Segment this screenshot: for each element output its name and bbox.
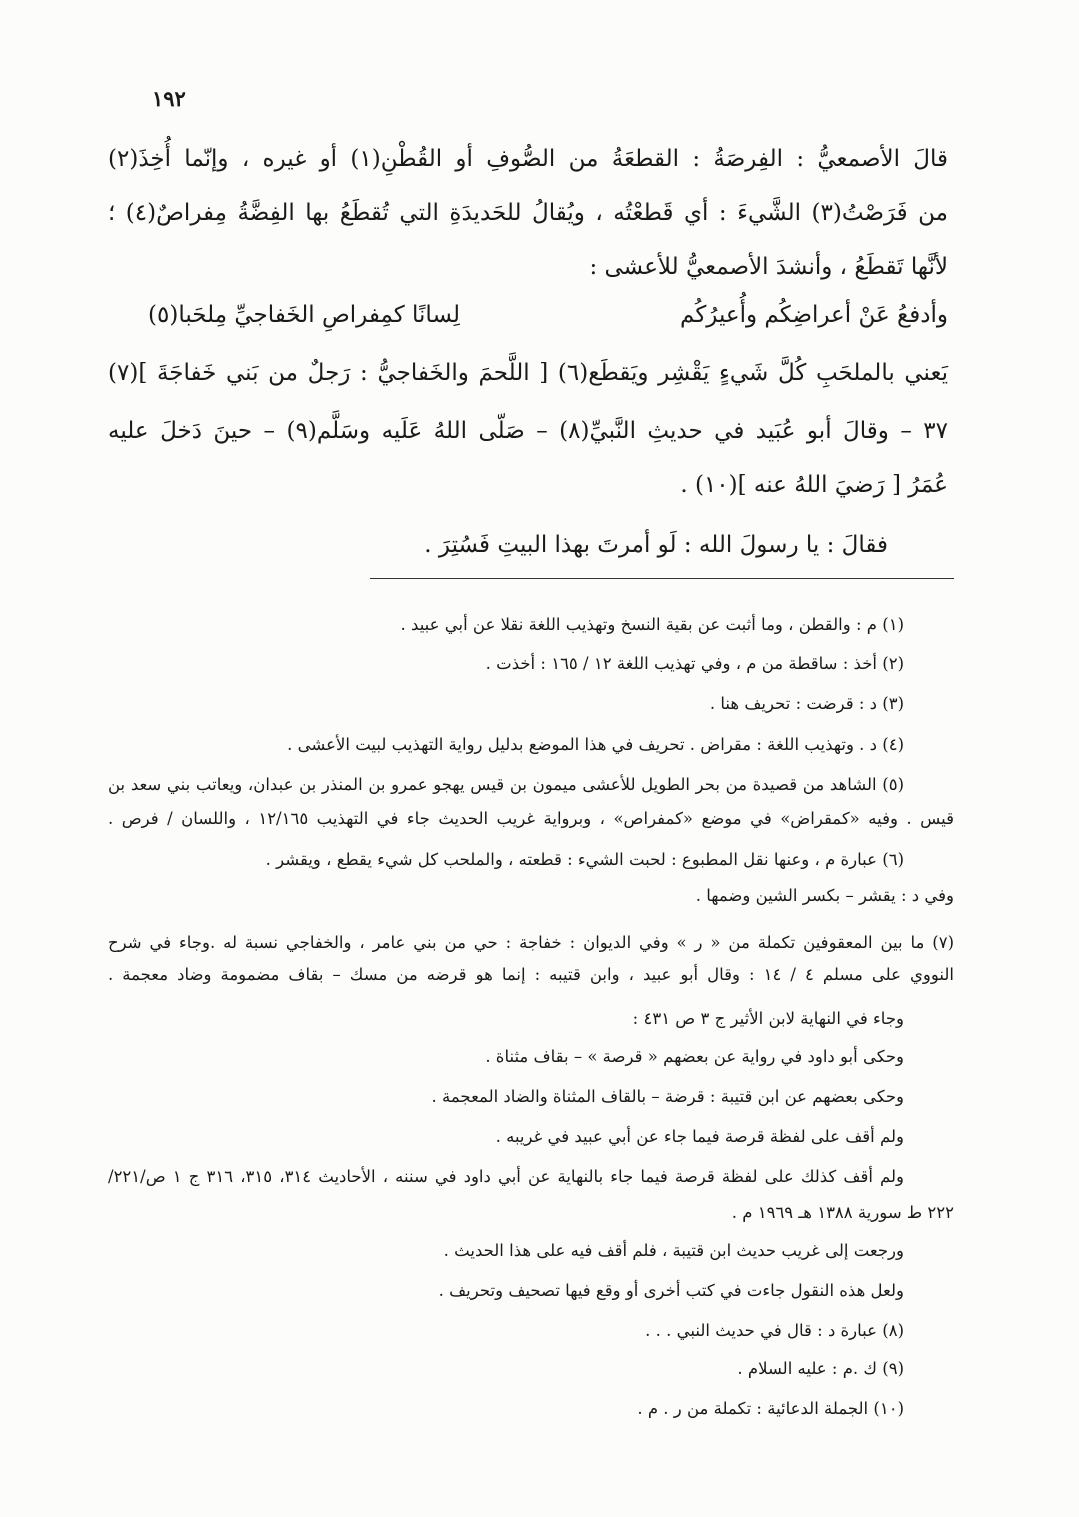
footnote: (٨) عبارة د : قال في حديث النبي . . . [645, 1321, 904, 1340]
footnote: (٣) د : قرضت : تحريف هنا . [709, 694, 904, 713]
footnote: قيس . وفيه «كمقراض» في موضع «كمفراص» ، وبرواية غريب الحديث جاء في التهذيب ١٢/١٦٥ ، واللسان / فرص . [108, 809, 955, 828]
main-line: يَعني بالملحَبِ كُلَّ شَيءٍ يَقْشِر ويَقطَع(٦) [ اللَّحمَ والخَفاجيُّ : رَجلٌ من بَني خَفاجَةَ ](٧) [108, 360, 948, 386]
main-line: فقالَ : يا رسولَ الله : لَو أمرتَ بهذا البيتِ فَسُتِرَ . [424, 532, 888, 558]
footnote: (٩) ك .م : عليه السلام . [737, 1359, 904, 1378]
footnote: وفي د : يقشر – بكسر الشين وضمها . [695, 886, 954, 905]
footnote: وجاء في النهاية لابن الأثير ج ٣ ص ٤٣١ : [632, 1009, 904, 1028]
main-line: قالَ الأصمعيُّ : الفِرصَةُ : القطعَةُ من الصُّوفِ أو القُطْنِ(١) أو غيره ، وإنّما أُخِذَ(٢) [108, 146, 949, 172]
footnote: ورجعت إلى غريب حديث ابن قتيبة ، فلم أقف فيه على هذا الحديث . [443, 1241, 904, 1260]
verse-first-hemistich: وأدفعُ عَنْ أعراضِكُم وأُعيرُكُم [680, 302, 948, 328]
footnote: (١٠) الجملة الدعائية : تكملة من ر . م . [637, 1399, 904, 1418]
footnote: (٦) عبارة م ، وعنها نقل المطبوع : لحبت الشيء : قطعته ، والملحب كل شيء يقطع ، ويقشر . [265, 850, 904, 869]
footnote: (٤) د . وتهذيب اللغة : مقراض . تحريف في هذا الموضع بدليل رواية التهذيب لبيت الأعشى . [287, 735, 904, 754]
footnote: (٧) ما بين المعقوفين تكملة من « ر » وفي الديوان : خفاجة : حي من بني عامر ، والخفاجي نسبة له .وجاء في شرح [108, 933, 954, 952]
footnote: (٢) أخذ : ساقطة من م ، وفي تهذيب اللغة ١٢ / ١٦٥ : أخذت . [485, 654, 904, 673]
footnote: ولعل هذه النقول جاءت في كتب أخرى أو وقع فيها تصحيف وتحريف . [438, 1281, 904, 1300]
footnote: وحكى أبو داود في رواية عن بعضهم « قرصة » – بقاف مثناة . [485, 1047, 904, 1066]
main-line: لأنَّها تَقطَعُ ، وأنشدَ الأصمعيُّ للأعشى : [589, 254, 948, 280]
footnote: وحكى بعضهم عن ابن قتيبة : قرضة – بالقاف المثناة والضاد المعجمة . [431, 1087, 904, 1106]
footnote: ٢٢٢ ط سورية ١٣٨٨ هـ ١٩٦٩ م . [731, 1203, 954, 1222]
footnote: (٥) الشاهد من قصيدة من بحر الطويل للأعشى ميمون بن قيس يهجو عمرو بن المنذر بن عبدان، ويعاتب بني سعد بن [108, 775, 904, 794]
main-line: ٣٧ – وقالَ أبو عُبَيد في حديثِ النَّبيِّ(٨) – صَلّى اللهُ عَلَيه وسَلَّم(٩) – حينَ دَخلَ عليه [108, 418, 949, 444]
footnote: ولم أقف على لفظة قرصة فيما جاء عن أبي عبيد في غريبه . [495, 1127, 904, 1146]
footnote: (١) م : والقطن ، وما أثبت عن بقية النسخ وتهذيب اللغة نقلا عن أبي عبيد . [400, 615, 904, 634]
poetry-verse [108, 302, 948, 342]
footnote: النووي على مسلم ٤ / ١٤ : وقال أبو عبيد ، وابن قتيبه : إنما هو قرضه من مسك – بقاف مضمومة وضاد معجمة . [108, 965, 954, 984]
main-line: عُمَرُ [ رَضيَ اللهُ عنه ](١٠) . [680, 472, 948, 498]
verse-second-hemistich: لِسانًا كمِفراصِ الخَفاجيِّ مِلحَبا(٥) [148, 302, 460, 328]
footnote-separator [370, 578, 954, 579]
footnote: ولم أقف كذلك على لفظة قرصة فيما جاء بالنهاية عن أبي داود في سننه ، الأحاديث ٣١٤، ٣١٥، ٣١٦ ج ١ ص/٢٢١/ [108, 1167, 905, 1186]
page-number: ١٩٢ [152, 86, 186, 111]
main-line: من فَرَصْتُ(٣) الشَّيءَ : أي قَطعْتُه ، ويُقالُ للحَديدَةِ التي تُقطَعُ بها الفِضَّةُ مِفراصٌ(٤) ؛ [108, 200, 948, 226]
